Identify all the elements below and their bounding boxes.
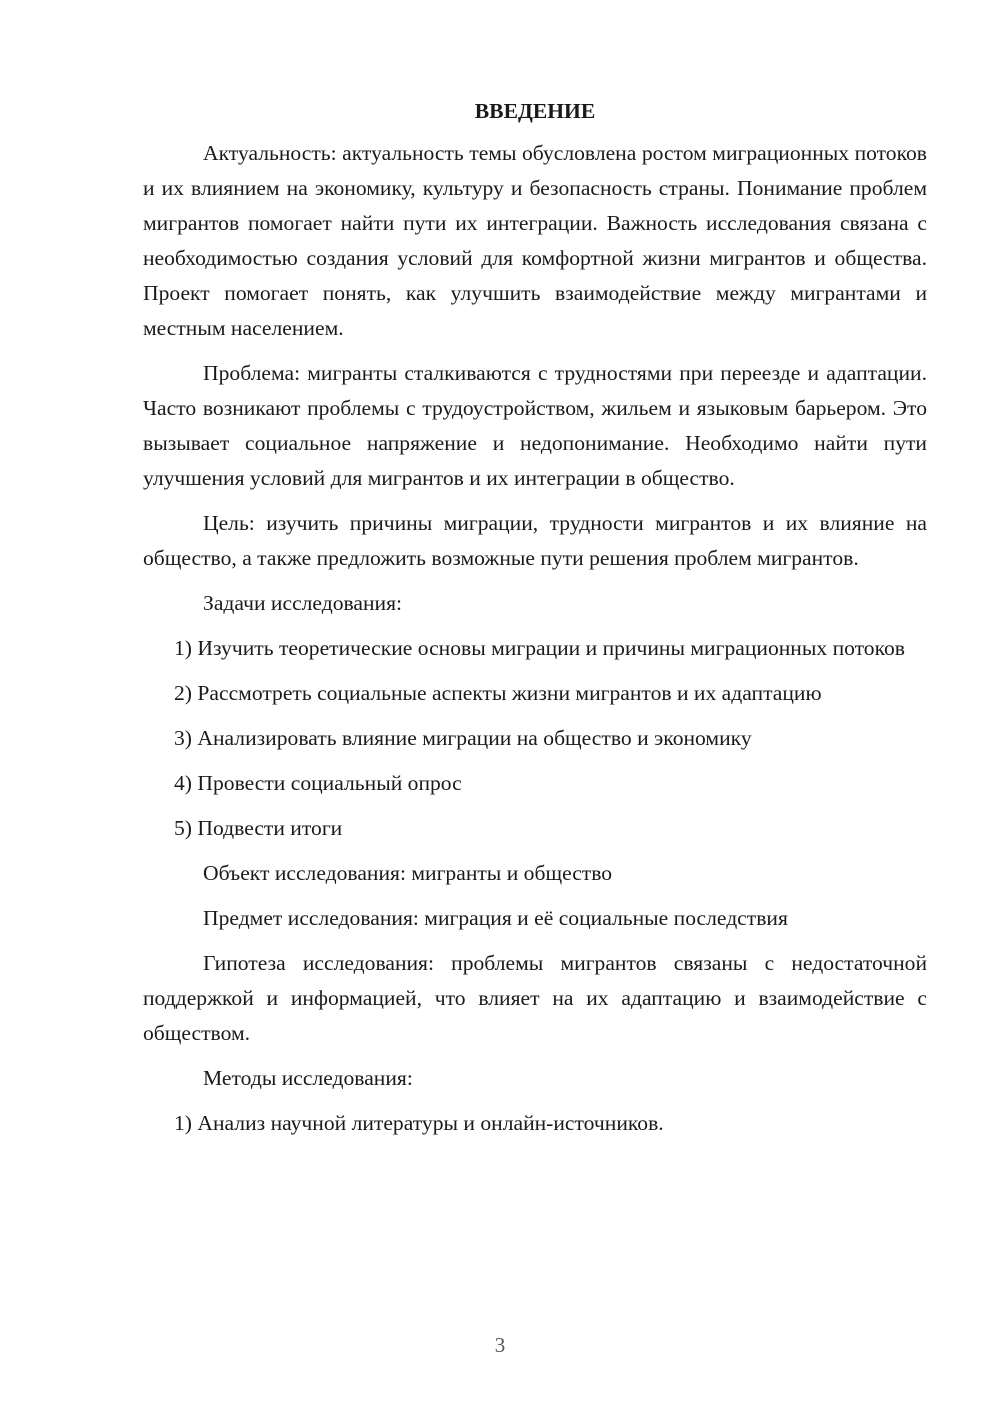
task-item: 4) Провести социальный опрос	[174, 771, 462, 795]
methods-heading: Методы исследования:	[203, 1066, 413, 1090]
task-item: 5) Подвести итоги	[174, 816, 343, 840]
problem-paragraph: Проблема: мигранты сталкиваются с трудностями при переезде и адаптации. Часто возникают проблемы с трудоустройством, жильем и языковым барьером. Это вызывает социальное напряжение и недопонимание. Необходимо найти пути улучшения условий для мигрантов и их интеграции в общество.	[143, 361, 927, 490]
task-item: 2) Рассмотреть социальные аспекты жизни мигрантов и их адаптацию	[174, 681, 822, 705]
subject-paragraph: Предмет исследования: миграция и её социальные последствия	[203, 906, 788, 930]
goal-paragraph: Цель: изучить причины миграции, трудности мигрантов и их влияние на общество, а также предложить возможные пути решения проблем мигрантов.	[143, 511, 927, 570]
tasks-heading: Задачи исследования:	[203, 591, 403, 615]
page-content	[143, 96, 927, 1151]
task-item: 3) Анализировать влияние миграции на общество и экономику	[174, 726, 752, 750]
relevance-paragraph: Актуальность: актуальность темы обусловлена ростом миграционных потоков и их влиянием на экономику, культуру и безопасность страны. Понимание проблем мигрантов помогает найти пути их интеграции. Важность исследования связана с необходимостью создания условий для комфортной жизни мигрантов и общества. Проект помогает понять, как улучшить взаимодействие между мигрантами и местным населением.	[143, 141, 927, 340]
section-title: ВВЕДЕНИЕ	[474, 99, 596, 123]
page-number: 3	[494, 1333, 506, 1357]
hypothesis-paragraph: Гипотеза исследования: проблемы мигрантов связаны с недостаточной поддержкой и информацией, что влияет на их адаптацию и взаимодействие с обществом.	[143, 951, 927, 1045]
method-item: 1) Анализ научной литературы и онлайн-источников.	[174, 1111, 664, 1135]
object-paragraph: Объект исследования: мигранты и общество	[203, 861, 613, 885]
task-item: 1) Изучить теоретические основы миграции и причины миграционных потоков	[174, 636, 905, 660]
